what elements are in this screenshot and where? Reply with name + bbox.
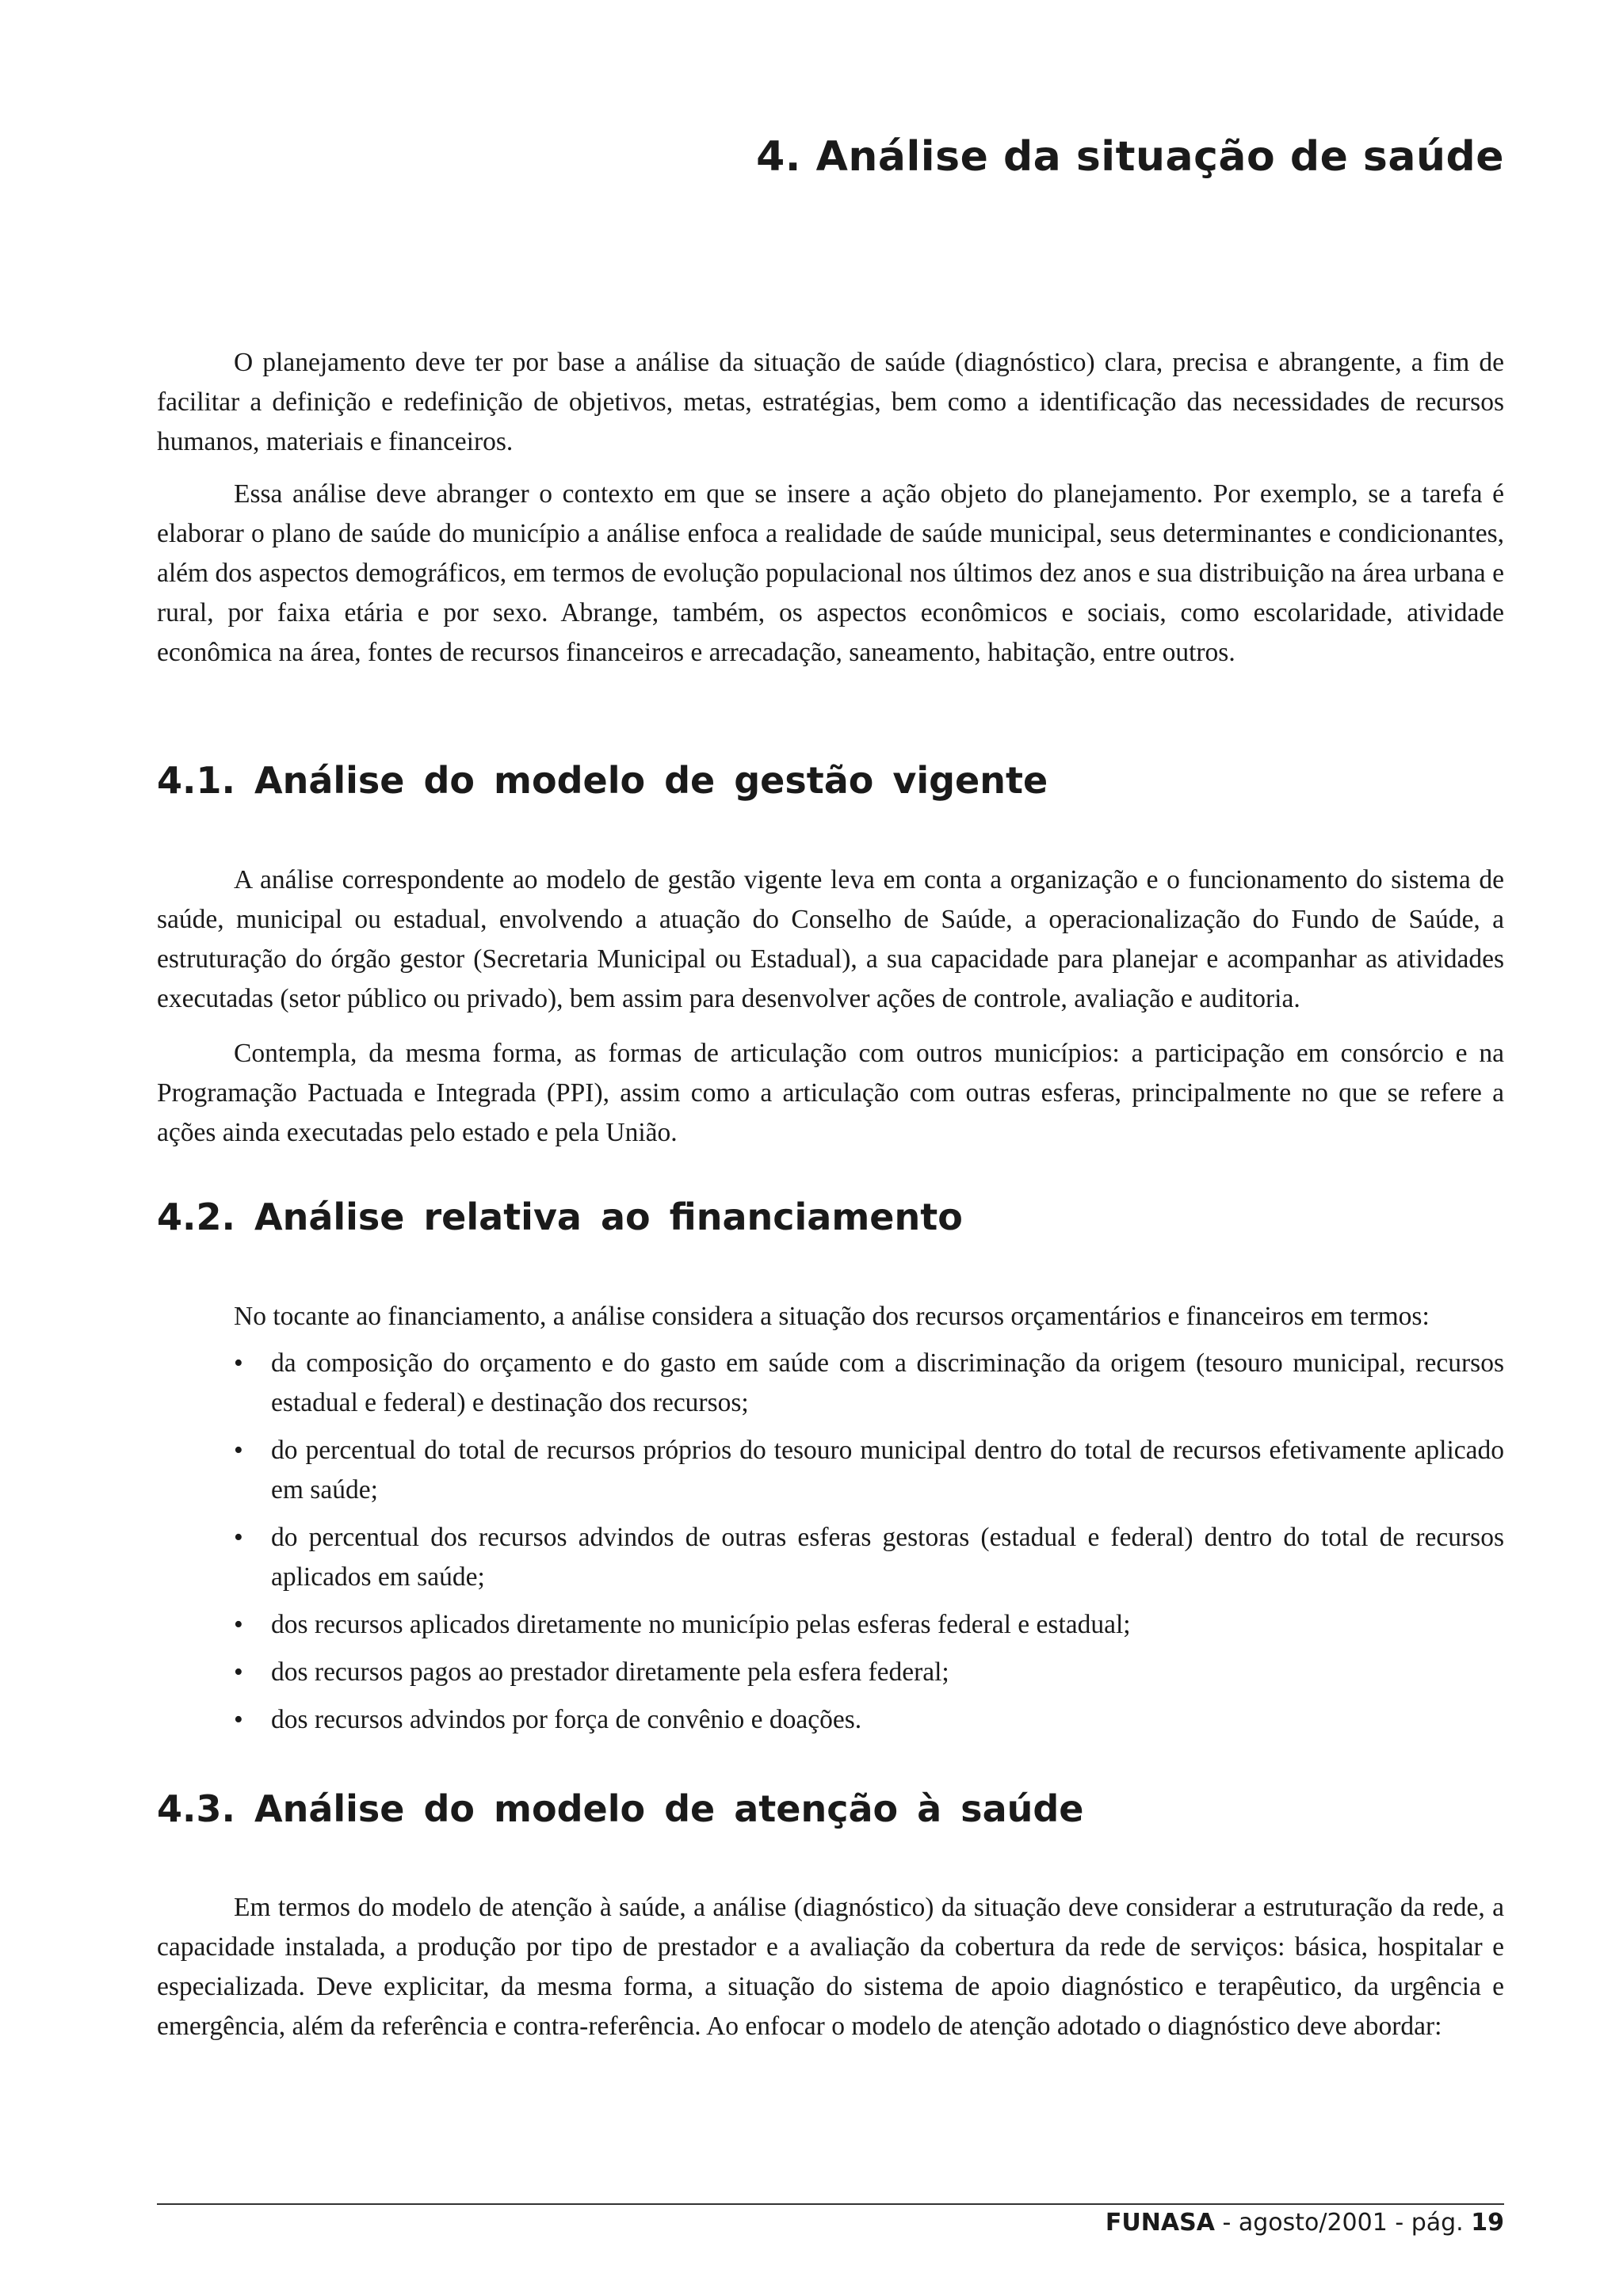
page-number: 19 bbox=[1471, 2209, 1504, 2237]
section-4-3-title: 4.3. Análise do modelo de atenção à saúde bbox=[157, 1787, 1084, 1830]
bullet-icon: • bbox=[234, 1348, 243, 1378]
section-4-1-paragraph-2: Contempla, da mesma forma, as formas de articulação com outros municípios: a participação em consórcio e na Programação Pactuada e Integrada (PPI), assim como a articulação com outras esferas, principalmente no que se refere a ações ainda executadas pelo estado e pela União. bbox=[157, 1039, 1504, 1147]
list-item: • do percentual do total de recursos próprios do tesouro municipal dentro do total de recursos efetivamente aplicado em saúde; bbox=[234, 1431, 1504, 1510]
bullet-icon: • bbox=[234, 1436, 243, 1465]
bullet-icon: • bbox=[234, 1523, 243, 1552]
list-item: • do percentual dos recursos advindos de outras esferas gestoras (estadual e federal) dentro do total de recursos aplicados em saúde; bbox=[234, 1518, 1504, 1597]
list-item: • dos recursos aplicados diretamente no município pelas esferas federal e estadual; bbox=[234, 1605, 1504, 1645]
chapter-title: 4. Análise da situação de saúde bbox=[756, 133, 1504, 181]
section-4-3-paragraph-1: Em termos do modelo de atenção à saúde, a análise (diagnóstico) da situação deve considerar a estruturação da rede, a capacidade instalada, a produção por tipo de prestador e a avaliação da cobertura da rede de serviços: básica, hospitalar e especializada. Deve explicitar, da mesma forma, a situação do sistema de apoio diagnóstico e terapêutico, da urgência e emergência, além da referência e contra-referência. Ao enfocar o modelo de atenção adotado o diagnóstico deve abordar: bbox=[157, 1893, 1504, 2041]
footer-divider bbox=[157, 2203, 1504, 2205]
bullet-icon: • bbox=[234, 1705, 243, 1734]
bullet-icon: • bbox=[234, 1610, 243, 1639]
list-item: • da composição do orçamento e do gasto em saúde com a discriminação da origem (tesouro municipal, recursos estadual e federal) e destinação dos recursos; bbox=[234, 1344, 1504, 1423]
financing-bullet-list bbox=[234, 1344, 1504, 1748]
footer-date: - agosto/2001 - pág. bbox=[1214, 2209, 1472, 2237]
list-item: • dos recursos advindos por força de convênio e doações. bbox=[234, 1700, 1504, 1740]
section-4-2-title: 4.2. Análise relativa ao financiamento bbox=[157, 1196, 963, 1238]
section-4-1-title: 4.1. Análise do modelo de gestão vigente bbox=[157, 759, 1048, 802]
section-4-2-paragraph-1: No tocante ao financiamento, a análise considera a situação dos recursos orçamentários e financeiros em termos: bbox=[234, 1302, 1430, 1331]
bullet-icon: • bbox=[234, 1657, 243, 1687]
intro-paragraph-1: O planejamento deve ter por base a análise da situação de saúde (diagnóstico) clara, precisa e abrangente, a fim de facilitar a definição e redefinição de objetivos, metas, estratégias, bem como a identificação das necessidades de recursos humanos, materiais e financeiros. bbox=[157, 348, 1504, 456]
section-4-1-paragraph-1: A análise correspondente ao modelo de gestão vigente leva em conta a organização e o funcionamento do sistema de saúde, municipal ou estadual, envolvendo a atuação do Conselho de Saúde, a operacionalização do Fundo de Saúde, a estruturação do órgão gestor (Secretaria Municipal ou Estadual), a sua capacidade para planejar e acompanhar as atividades executadas (setor público ou privado), bem assim para desenvolver ações de controle, avaliação e auditoria. bbox=[157, 865, 1504, 1013]
intro-paragraph-2: Essa análise deve abranger o contexto em que se insere a ação objeto do planejamento. Por exemplo, se a tarefa é elaborar o plano de saúde do município a análise enfoca a realidade de saúde municipal, seus determinantes e condicionantes, além dos aspectos demográficos, em termos de evolução populacional nos últimos dez anos e sua distribuição na área urbana e rural, por faixa etária e por sexo. Abrange, também, os aspectos econômicos e sociais, como escolaridade, atividade econômica na área, fontes de recursos financeiros e arrecadação, saneamento, habitação, entre outros. bbox=[157, 479, 1504, 667]
footer-organization: FUNASA bbox=[1105, 2209, 1215, 2237]
list-item: • dos recursos pagos ao prestador diretamente pela esfera federal; bbox=[234, 1653, 1504, 1692]
page-footer bbox=[1106, 2209, 1504, 2237]
